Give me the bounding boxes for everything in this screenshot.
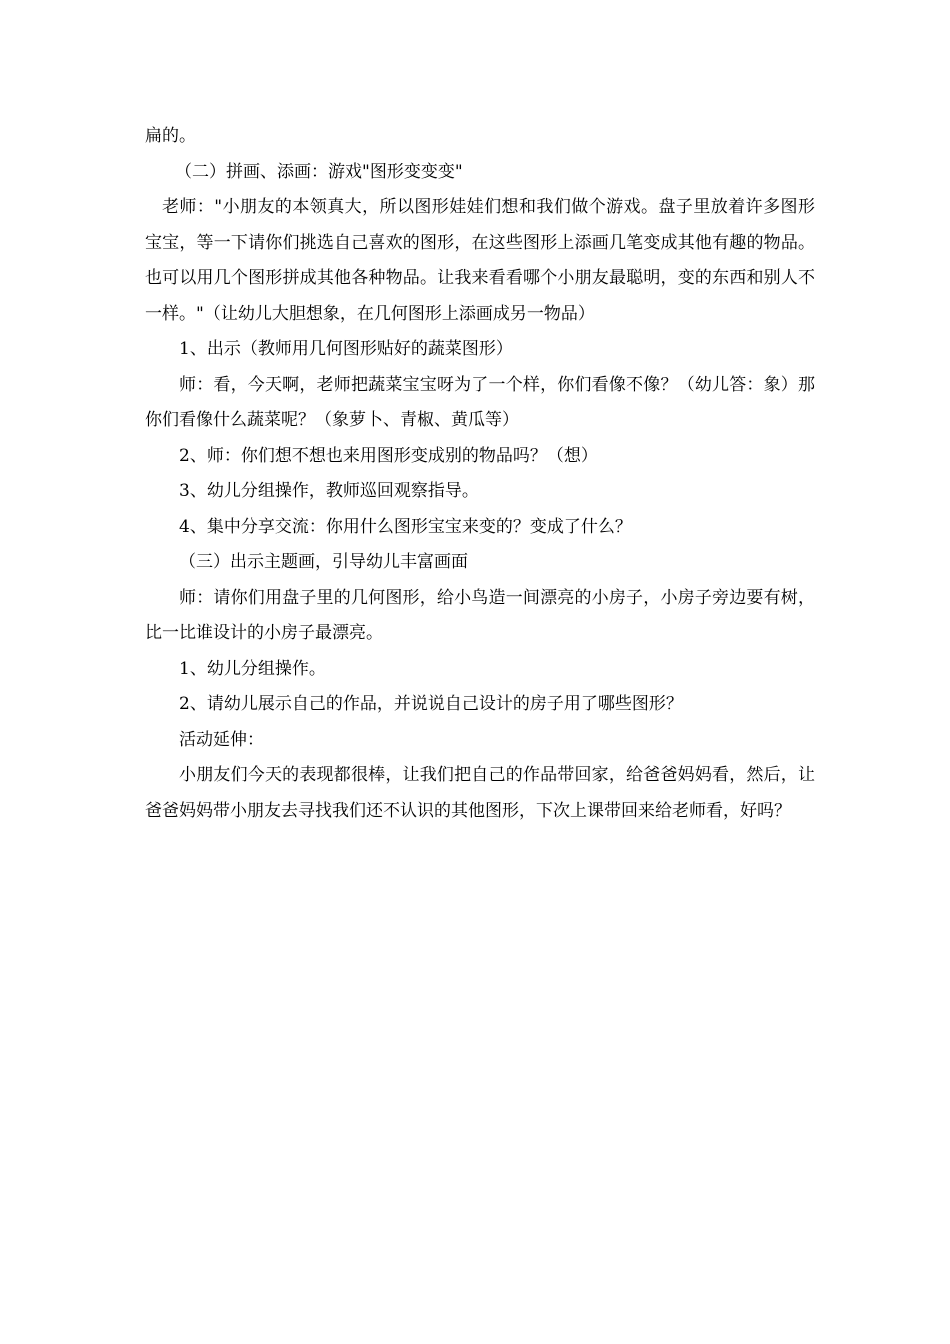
paragraph-continuation: 扁的。 bbox=[145, 126, 196, 146]
paragraph-step-4: 4、集中分享交流：你用什么图形宝宝来变的？变成了什么？ bbox=[179, 516, 632, 537]
paragraph-teacher-look: 师：看，今天啊，老师把蔬菜宝宝呀为了一个样，你们看像不像？（幼儿答：象）那你们看像什么蔬菜呢？（象萝卜、青椒、黄瓜等） bbox=[145, 374, 815, 430]
paragraph-step-3: 3、幼儿分组操作，教师巡回观察指导。 bbox=[179, 481, 479, 501]
paragraph-teacher-intro: 老师："小朋友的本领真大，所以图形娃娃们想和我们做个游戏。盘子里放着许多图形宝宝，等一下请你们挑选自己喜欢的图形，在这些图形上添画几笔变成其他有趣的物品。也可以用几个图形拼成其他各种物品。让我来看看哪个小朋友最聪明，变的东西和别人不一样。"（让幼儿大胆想象，在几何图形上添画成另一物品） bbox=[145, 197, 815, 324]
paragraph-step-1: 1、出示（教师用几何图形贴好的蔬菜图形） bbox=[179, 339, 513, 359]
paragraph-extension: 小朋友们今天的表现都很棒，让我们把自己的作品带回家，给爸爸妈妈看，然后，让爸爸妈妈带小朋友去寻找我们还不认识的其他图形，下次上课带回来给老师看，好吗？ bbox=[145, 765, 815, 821]
section-heading-2: （二）拼画、添画：游戏"图形变变变" bbox=[175, 161, 463, 182]
paragraph-teacher-house: 师：请你们用盘子里的几何图形，给小鸟造一间漂亮的小房子，小房子旁边要有树，比一比谁设计的小房子最漂亮。 bbox=[145, 587, 815, 643]
paragraph-step-2: 2、师：你们想不想也来用图形变成别的物品吗？（想） bbox=[179, 445, 598, 466]
section-heading-3: （三）出示主题画，引导幼儿丰富画面 bbox=[179, 552, 468, 572]
paragraph-house-step-1: 1、幼儿分组操作。 bbox=[179, 658, 326, 679]
paragraph-house-step-2: 2、请幼儿展示自己的作品，并说说自己设计的房子用了哪些图形？ bbox=[179, 694, 683, 714]
section-heading-extension: 活动延伸： bbox=[179, 729, 264, 750]
document-body bbox=[145, 119, 815, 829]
